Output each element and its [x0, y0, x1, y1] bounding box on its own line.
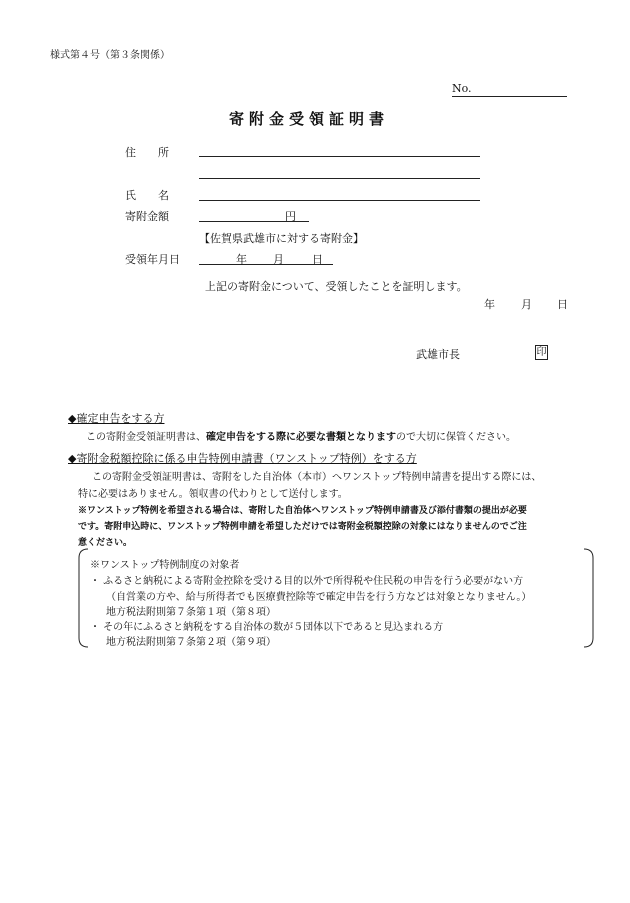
section1-text-bold: 確定申告をする際に必要な書類となります — [206, 432, 396, 443]
form-label: 様式第４号（第３条関係） — [50, 50, 170, 61]
issuer: 武雄市長 — [416, 348, 460, 361]
section2-line1: この寄附金受領証明書は、寄附をした自治体（本市）へワンストップ特例申請書を提出する際には、 — [92, 472, 542, 483]
issue-day: 日 — [557, 298, 568, 311]
section2-note1: ※ワンストップ特例を希望される場合は、寄附した自治体へワンストップ特例申請書及び添付書類の提出が必要 — [78, 506, 527, 516]
issue-month: 月 — [521, 298, 532, 311]
amount-label: 寄附金額 — [125, 210, 169, 223]
section2-line2: 特に必要はありません。領収書の代わりとして送付します。 — [78, 489, 348, 500]
received-date-label: 受領年月日 — [125, 253, 180, 266]
received-day: 日 — [312, 253, 323, 266]
section2-note3: 意ください。 — [78, 538, 133, 548]
name-label: 氏 名 — [125, 189, 169, 202]
received-year: 年 — [236, 253, 247, 266]
address-line-1 — [199, 156, 480, 157]
issue-year: 年 — [484, 298, 495, 311]
box-item1: ・ ふるさと納税による寄附金控除を受ける目的以外で所得税や住民税の申告を行う必要がない方 — [90, 576, 524, 587]
number-underline — [452, 96, 567, 97]
amount-unit: 円 — [285, 210, 296, 223]
name-line — [199, 200, 480, 201]
section1-heading: ◆確定申告をする方 — [68, 412, 165, 425]
box-title: ※ワンストップ特例制度の対象者 — [90, 560, 240, 571]
seal-box: 印 — [536, 347, 547, 358]
page-title: 寄附金受領証明書 — [229, 110, 390, 128]
box-item1-sub: （自営業の方や、給与所得者でも医療費控除等で確定申告を行う方などは対象となりません。） — [106, 592, 532, 603]
address-line-2 — [199, 178, 480, 179]
recipient-note: 【佐賀県武雄市に対する寄附金】 — [199, 232, 364, 245]
address-label: 住 所 — [125, 146, 169, 159]
number-label: No. — [452, 82, 472, 95]
section2-note2: です。寄附申込時に、ワンストップ特例申請を希望しただけでは寄附金税額控除の対象にはなりませんのでご注 — [78, 522, 527, 532]
received-date-line — [199, 264, 333, 265]
box-item1-law: 地方税法附則第７条第１項（第８項） — [106, 607, 276, 618]
section2-heading: ◆寄附金税額控除に係る申告特例申請書（ワンストップ特例）をする方 — [68, 452, 417, 465]
received-month: 月 — [273, 253, 284, 266]
amount-line — [199, 221, 309, 222]
section1-text-pre: この寄附金受領証明書は、 — [86, 432, 206, 443]
section1-text — [86, 428, 516, 443]
box-item2-law: 地方税法附則第７条第２項（第９項） — [106, 637, 276, 648]
box-item2: ・ その年にふるさと納税をする自治体の数が５団体以下であると見込まれる方 — [90, 622, 444, 633]
section1-text-post: ので大切に保管ください。 — [396, 432, 516, 443]
certification-text: 上記の寄附金について、受領したことを証明します。 — [205, 280, 468, 293]
